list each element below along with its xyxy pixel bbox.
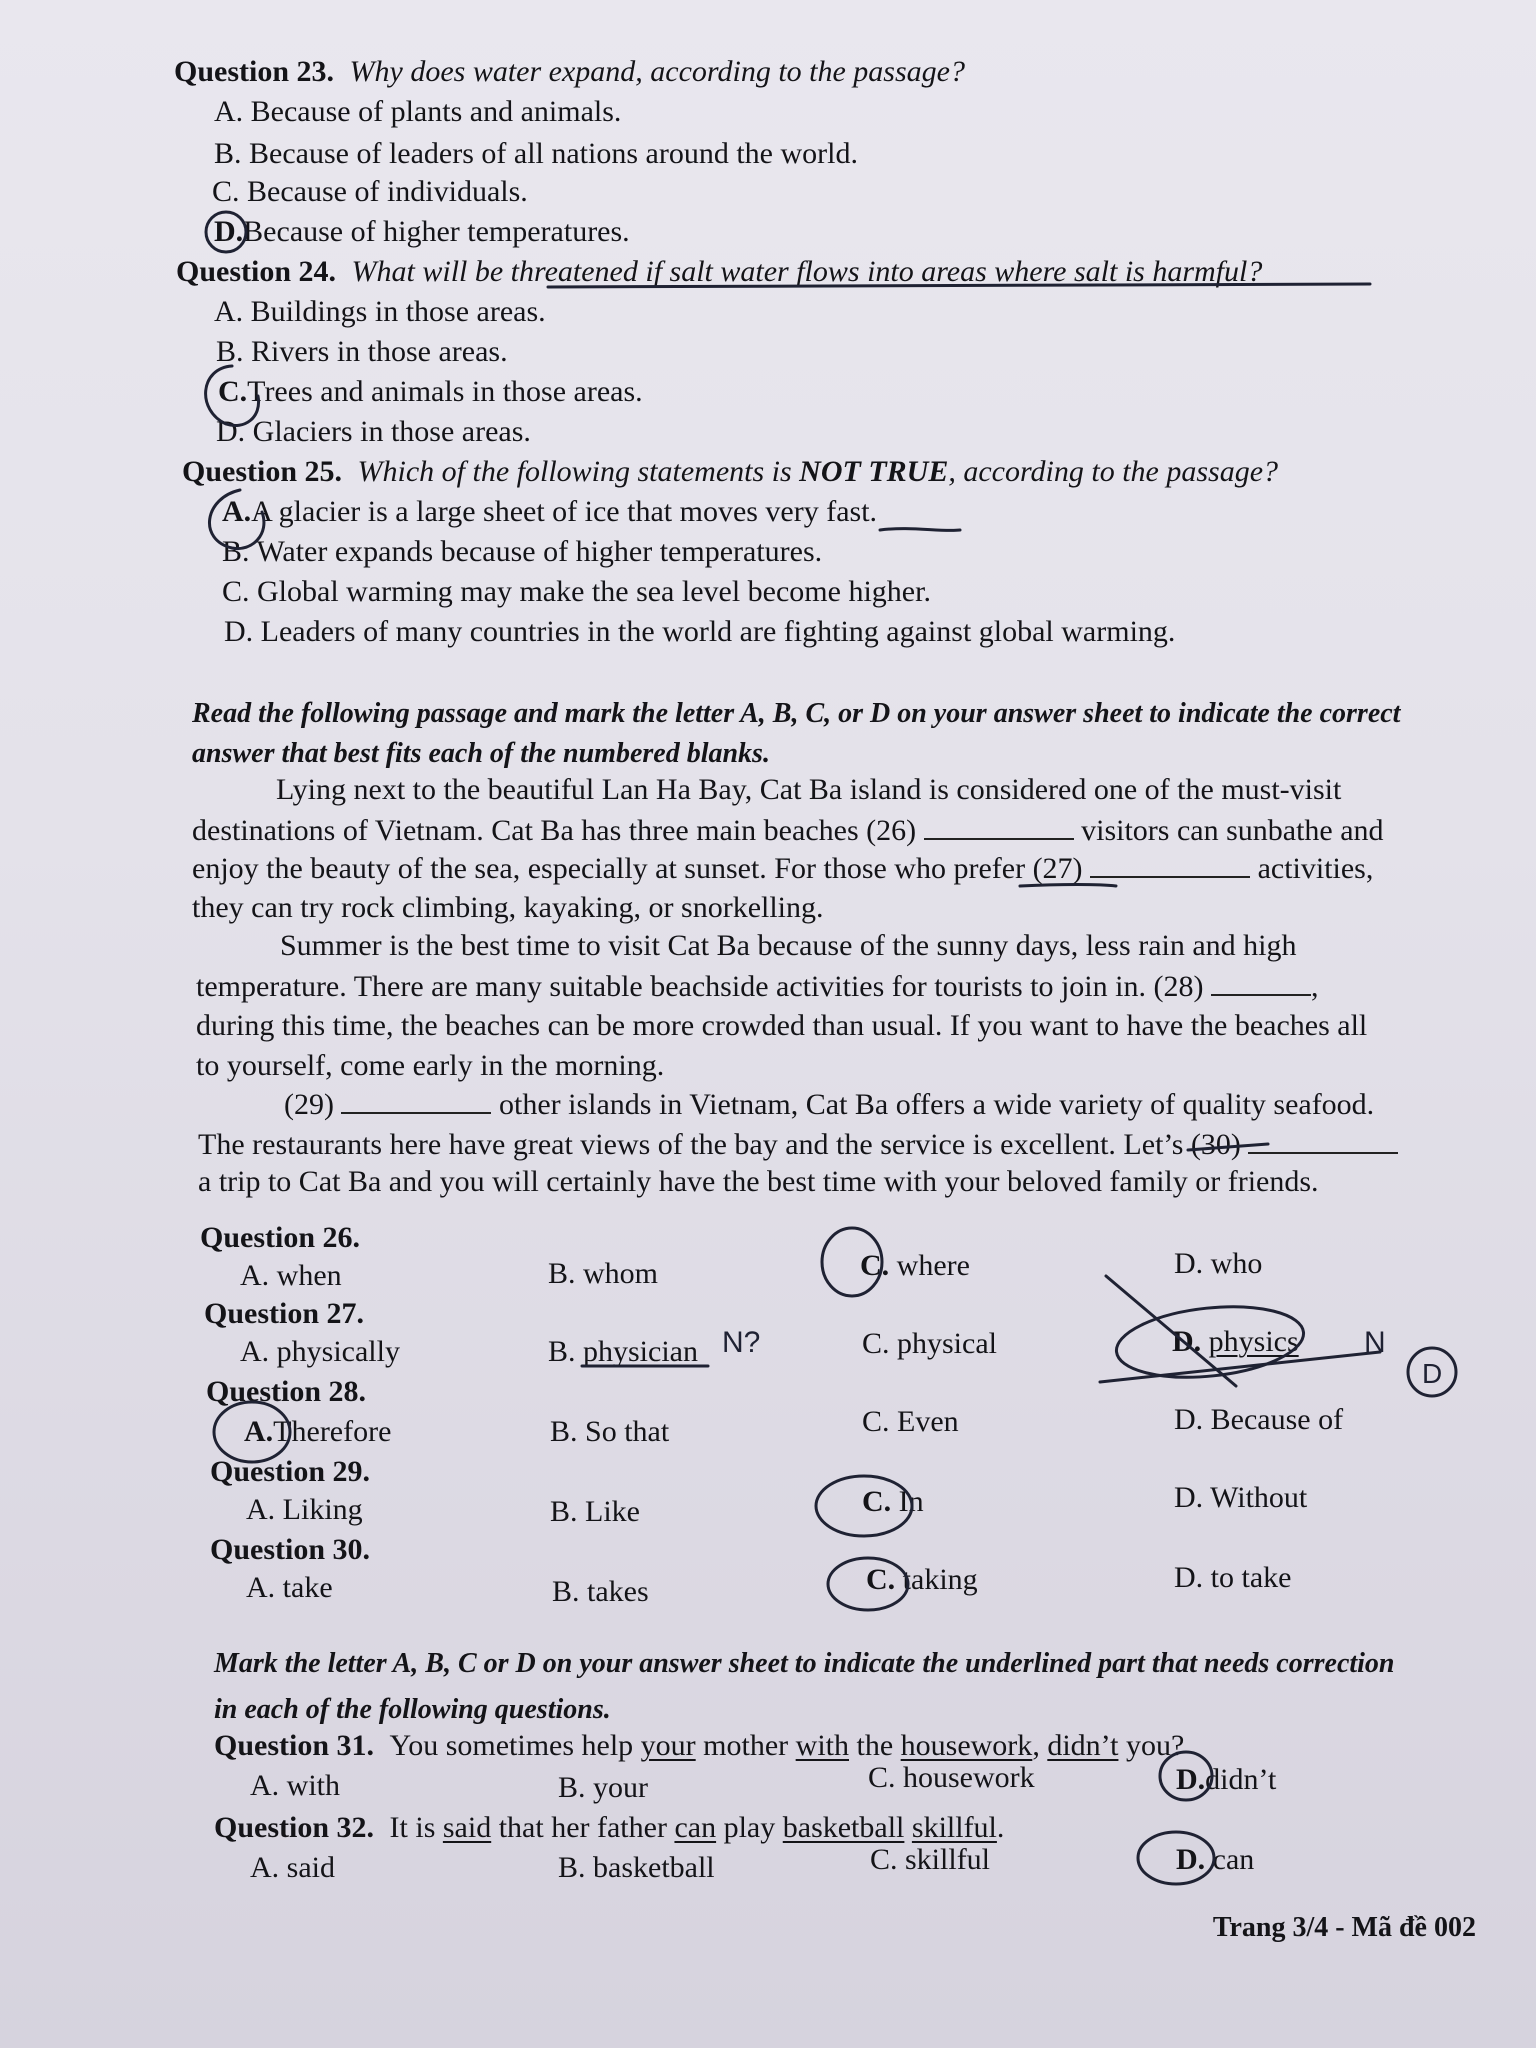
underlined-part: your bbox=[640, 1729, 696, 1762]
option-b: B. So that bbox=[550, 1415, 670, 1448]
option-text: A glacier is a large sheet of ice that moves very fast. bbox=[251, 495, 878, 528]
passage-text: activities, bbox=[1257, 852, 1374, 885]
question-32 bbox=[214, 1810, 1004, 1846]
answer-circle bbox=[1408, 1348, 1456, 1396]
option-b: B. Water expands because of higher temperatures. bbox=[222, 535, 823, 568]
option-text: Therefore bbox=[273, 1415, 392, 1448]
passage-text: (29) bbox=[284, 1088, 334, 1121]
question-sentence bbox=[390, 1729, 1185, 1762]
option-letter: A. bbox=[244, 1415, 274, 1448]
underlined-part: didn’t bbox=[1047, 1729, 1119, 1762]
option-letter: D. bbox=[1172, 1325, 1202, 1358]
sentence-text: , bbox=[1032, 1729, 1048, 1762]
blank-29 bbox=[341, 1086, 491, 1114]
option-letter: C. bbox=[862, 1485, 892, 1518]
option-text: taking bbox=[902, 1563, 978, 1596]
option-c: C. physical bbox=[862, 1327, 997, 1360]
option-c bbox=[218, 374, 643, 410]
option-text: Trees and animals in those areas. bbox=[247, 375, 643, 408]
underlined-part: skillful bbox=[911, 1811, 997, 1844]
option-a bbox=[222, 494, 877, 530]
question-25 bbox=[182, 454, 1278, 490]
option-c: C. skillful bbox=[870, 1843, 991, 1876]
question-31 bbox=[214, 1728, 1184, 1764]
passage-text: enjoy the beauty of the sea, especially at sunset. For those who prefer (27) bbox=[192, 852, 1083, 885]
instruction-line-1: Read the following passage and mark the letter A, B, C, or D on your answer sheet to indicate the correct bbox=[192, 698, 1401, 729]
question-stem: What will be threatened if salt water flows into areas where salt is harmful? bbox=[351, 255, 1263, 288]
question-28: Question 28. bbox=[206, 1375, 367, 1408]
option-c bbox=[866, 1562, 978, 1598]
sentence-text: mother bbox=[695, 1729, 796, 1762]
option-letter: C. bbox=[866, 1563, 896, 1596]
handwritten-mark: N bbox=[1364, 1326, 1386, 1359]
stem-pre: Which of the following statements is bbox=[357, 455, 800, 488]
handwritten-mark: N? bbox=[722, 1326, 761, 1359]
page-footer: Trang 3/4 - Mã đề 002 bbox=[1212, 1912, 1476, 1943]
option-text: In bbox=[898, 1485, 924, 1518]
option-c bbox=[862, 1484, 924, 1520]
passage-line bbox=[192, 850, 1373, 887]
sentence-text: you? bbox=[1118, 1729, 1185, 1762]
option-letter: A. bbox=[222, 495, 252, 528]
blank-27 bbox=[1090, 850, 1250, 878]
instruction-line-2: answer that best fits each of the numbered blanks. bbox=[192, 738, 770, 769]
passage-line: Summer is the best time to visit Cat Ba because of the sunny days, less rain and high bbox=[280, 929, 1297, 962]
option-d bbox=[1172, 1324, 1299, 1360]
option-d bbox=[1176, 1842, 1254, 1878]
option-c bbox=[860, 1248, 970, 1284]
underlined-part: basketball bbox=[782, 1811, 905, 1844]
stem-post: , according to the passage? bbox=[948, 455, 1279, 488]
question-stem: Why does water expand, according to the passage? bbox=[349, 55, 965, 88]
passage-line: during this time, the beaches can be more crowded than usual. If you want to have the beaches all bbox=[196, 1009, 1368, 1042]
option-a: A. when bbox=[240, 1259, 342, 1292]
option-a: A. Buildings in those areas. bbox=[214, 295, 546, 328]
option-b: B. Rivers in those areas. bbox=[216, 335, 508, 368]
option-text: can bbox=[1212, 1843, 1255, 1876]
option-text: didn’t bbox=[1205, 1763, 1277, 1796]
option-c: C. Because of individuals. bbox=[212, 175, 528, 208]
option-d: D. who bbox=[1174, 1247, 1263, 1280]
option-b: B. basketball bbox=[558, 1851, 715, 1884]
question-label: Question 31. bbox=[214, 1729, 375, 1762]
option-text: where bbox=[896, 1249, 970, 1282]
passage-text: The restaurants here have great views of the bay and the service is excellent. Let’s (30) bbox=[198, 1128, 1241, 1161]
sentence-text bbox=[904, 1811, 912, 1844]
passage-text: , bbox=[1310, 970, 1319, 1003]
option-letter: C. bbox=[218, 375, 248, 408]
option-a: A. said bbox=[250, 1851, 335, 1884]
sentence-text: the bbox=[849, 1729, 901, 1762]
question-label: Question 23. bbox=[174, 55, 335, 88]
underlined-part: can bbox=[674, 1811, 717, 1844]
passage-text: visitors can sunbathe and bbox=[1081, 814, 1384, 847]
passage-line bbox=[196, 968, 1318, 1005]
stem-emphasis: NOT TRUE bbox=[799, 455, 949, 488]
option-b: B. Like bbox=[550, 1495, 640, 1528]
underlined-part: said bbox=[442, 1811, 492, 1844]
question-stem bbox=[358, 455, 1279, 488]
option-letter: C. bbox=[860, 1249, 890, 1282]
option-d: D. Because of bbox=[1174, 1403, 1344, 1436]
passage-line bbox=[198, 1126, 1398, 1163]
sentence-text: It is bbox=[389, 1811, 443, 1844]
question-label: Question 32. bbox=[214, 1811, 375, 1844]
option-letter: D. bbox=[214, 215, 244, 248]
passage-line: Lying next to the beautiful Lan Ha Bay, Cat Ba island is considered one of the must-visit bbox=[276, 773, 1342, 806]
passage-line bbox=[192, 812, 1384, 849]
passage-text: other islands in Vietnam, Cat Ba offers a wide variety of quality seafood. bbox=[498, 1088, 1375, 1121]
option-c: C. housework bbox=[868, 1761, 1035, 1794]
underline-stroke bbox=[880, 529, 960, 531]
option-d: D. Without bbox=[1174, 1481, 1308, 1514]
passage-line: to yourself, come early in the morning. bbox=[196, 1049, 665, 1082]
option-text: Because of higher temperatures. bbox=[243, 215, 630, 248]
option-d bbox=[214, 214, 630, 250]
question-27: Question 27. bbox=[204, 1297, 365, 1330]
option-c: C. Global warming may make the sea level become higher. bbox=[222, 575, 931, 608]
blank-30 bbox=[1248, 1126, 1398, 1154]
question-26: Question 26. bbox=[200, 1221, 361, 1254]
underlined-part: with bbox=[795, 1729, 849, 1762]
underlined-part: housework bbox=[900, 1729, 1033, 1762]
option-letter: D. bbox=[1176, 1843, 1206, 1876]
question-label: Question 25. bbox=[182, 455, 343, 488]
option-a: A. take bbox=[246, 1571, 333, 1604]
option-a bbox=[244, 1414, 391, 1450]
blank-26 bbox=[924, 812, 1074, 840]
option-letter: D. bbox=[1176, 1763, 1206, 1796]
sentence-text: You sometimes help bbox=[389, 1729, 641, 1762]
option-text: physics bbox=[1208, 1325, 1299, 1358]
option-d: D. Leaders of many countries in the world are fighting against global warming. bbox=[224, 615, 1176, 648]
option-d bbox=[1176, 1762, 1276, 1798]
option-a: A. physically bbox=[240, 1335, 400, 1368]
sentence-text: that her father bbox=[491, 1811, 675, 1844]
passage-line bbox=[284, 1086, 1374, 1123]
question-29: Question 29. bbox=[210, 1455, 371, 1488]
option-b: B. physician bbox=[548, 1335, 698, 1368]
handwritten-mark: D bbox=[1422, 1358, 1443, 1389]
blank-28 bbox=[1211, 968, 1311, 996]
option-d: D. Glaciers in those areas. bbox=[216, 415, 531, 448]
option-b: B. takes bbox=[552, 1575, 649, 1608]
question-label: Question 24. bbox=[176, 255, 337, 288]
passage-line: they can try rock climbing, kayaking, or snorkelling. bbox=[192, 891, 824, 924]
option-a: A. Because of plants and animals. bbox=[214, 95, 622, 128]
option-c: C. Even bbox=[862, 1405, 959, 1438]
instruction-line-2: in each of the following questions. bbox=[214, 1694, 611, 1725]
question-24 bbox=[176, 254, 1262, 290]
option-b: B. Because of leaders of all nations around the world. bbox=[214, 137, 858, 170]
sentence-text: . bbox=[996, 1811, 1005, 1844]
option-a: A. with bbox=[250, 1769, 340, 1802]
passage-line: a trip to Cat Ba and you will certainly have the best time with your beloved family or friends. bbox=[198, 1165, 1319, 1198]
option-b: B. whom bbox=[548, 1257, 659, 1290]
question-23 bbox=[174, 54, 965, 90]
question-30: Question 30. bbox=[210, 1533, 371, 1566]
sentence-text: play bbox=[716, 1811, 783, 1844]
option-d: D. to take bbox=[1174, 1561, 1292, 1594]
option-a: A. Liking bbox=[246, 1493, 363, 1526]
passage-text: temperature. There are many suitable beachside activities for tourists to join in. (28) bbox=[196, 970, 1204, 1003]
passage-text: destinations of Vietnam. Cat Ba has three main beaches (26) bbox=[192, 814, 917, 847]
instruction-line-1: Mark the letter A, B, C or D on your answer sheet to indicate the underlined part that needs correction bbox=[214, 1648, 1395, 1679]
question-sentence bbox=[390, 1811, 1005, 1844]
option-b: B. your bbox=[558, 1771, 648, 1804]
